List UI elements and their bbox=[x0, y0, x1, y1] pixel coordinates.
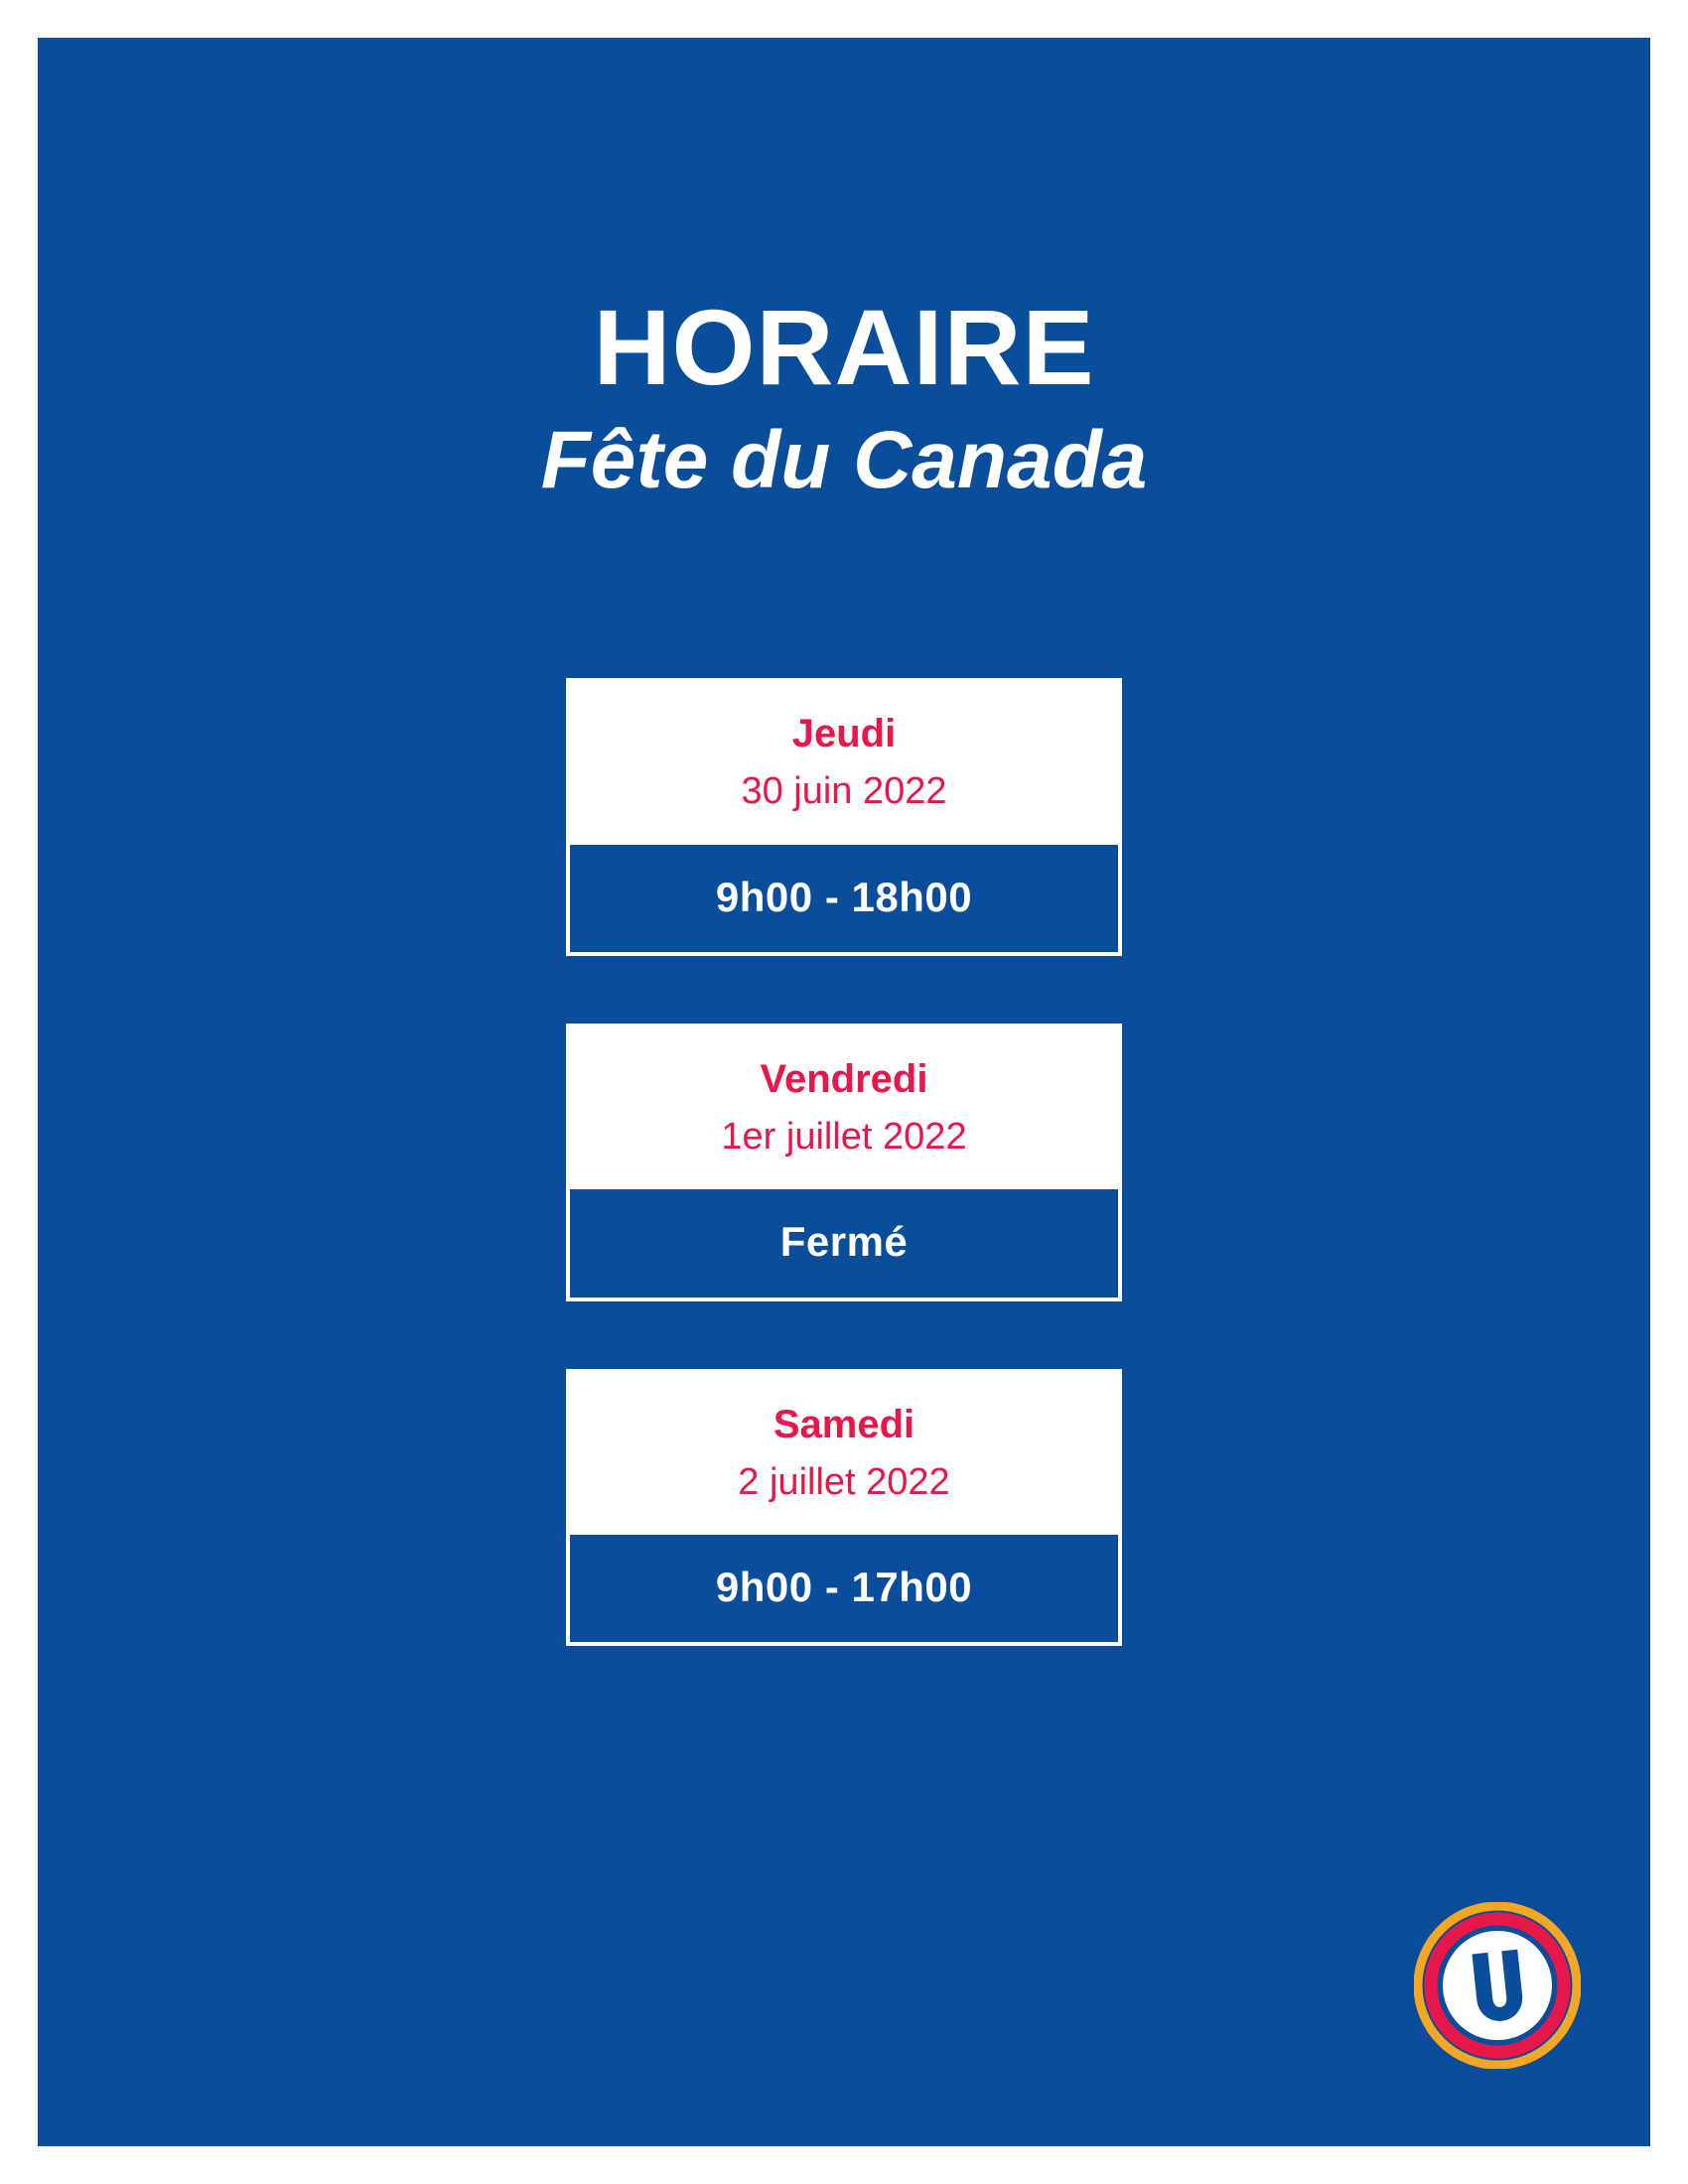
schedule-hours: 9h00 - 17h00 bbox=[715, 1564, 973, 1611]
schedule-card-hours-band bbox=[570, 1531, 1118, 1642]
page-title: HORAIRE bbox=[593, 287, 1095, 407]
schedule-list bbox=[38, 678, 1650, 1713]
schedule-card-header bbox=[570, 1373, 1118, 1532]
schedule-card-hours-band bbox=[570, 1185, 1118, 1297]
schedule-date: 1er juillet 2022 bbox=[721, 1115, 967, 1158]
schedule-date: 30 juin 2022 bbox=[741, 770, 947, 812]
schedule-card bbox=[566, 678, 1122, 956]
schedule-card bbox=[566, 1024, 1122, 1301]
schedule-day: Samedi bbox=[773, 1402, 915, 1446]
schedule-card bbox=[566, 1369, 1122, 1647]
page-subtitle: Fête du Canada bbox=[540, 415, 1148, 505]
schedule-card-header bbox=[570, 682, 1118, 841]
poster-header bbox=[38, 287, 1650, 506]
schedule-date: 2 juillet 2022 bbox=[738, 1460, 950, 1503]
schedule-card-hours-band bbox=[570, 841, 1118, 952]
u-logo-icon bbox=[1414, 1902, 1581, 2069]
schedule-day: Vendredi bbox=[760, 1056, 928, 1101]
schedule-card-header bbox=[570, 1027, 1118, 1186]
schedule-hours: Fermé bbox=[779, 1218, 909, 1266]
poster-canvas bbox=[38, 38, 1650, 2146]
schedule-day: Jeudi bbox=[791, 712, 897, 755]
schedule-hours: 9h00 - 18h00 bbox=[715, 873, 973, 920]
